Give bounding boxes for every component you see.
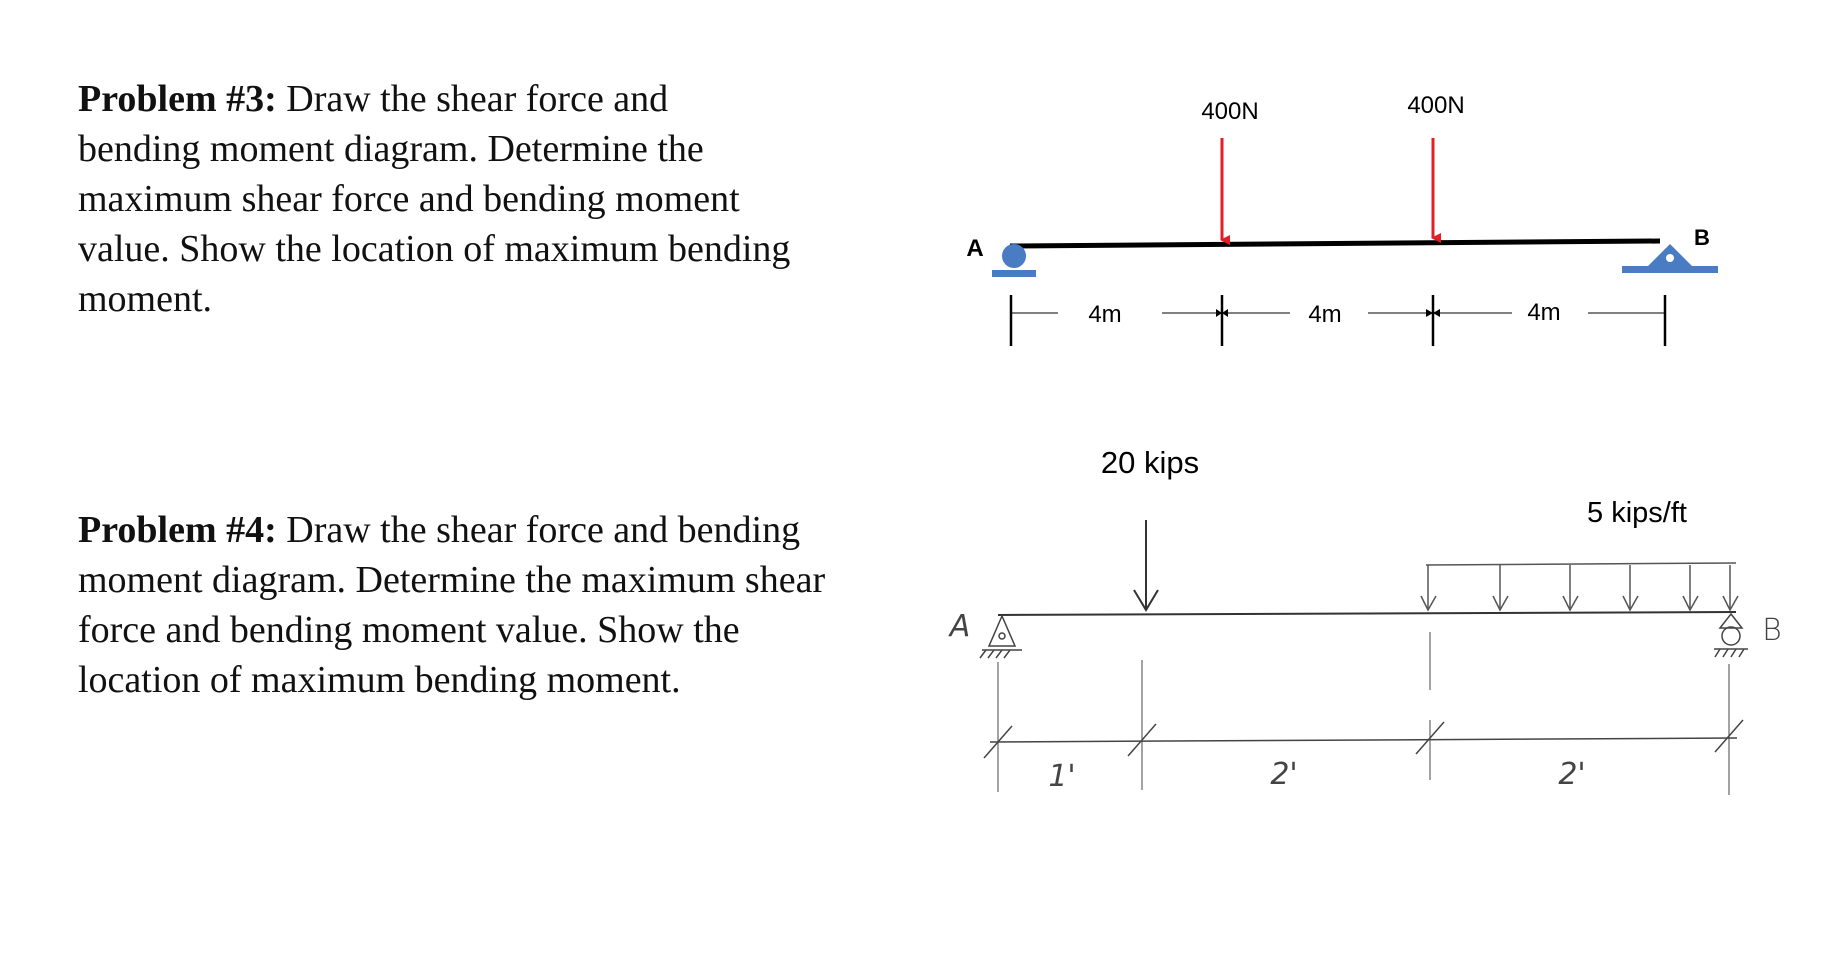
beam-3-diagram — [966, 92, 1718, 346]
problem-3-line-4: value. Show the location of maximum bending — [78, 228, 791, 270]
beam-4-beam — [998, 612, 1736, 615]
support-a-label: A — [966, 235, 984, 262]
problem-3-line-5: moment. — [78, 278, 213, 320]
load-2-label: 400N — [1407, 92, 1465, 119]
beam-4-extension-lines — [998, 632, 1729, 795]
dimension-3-label: 4m — [1527, 299, 1561, 326]
support-a-label: A — [949, 609, 971, 644]
problem-4-heading: Problem #4: — [78, 509, 277, 551]
problem-4-line-1: Draw the shear force and bending — [286, 509, 801, 551]
dimension-2-label: 2' — [1270, 757, 1298, 792]
problem-3-line-1: Draw the shear force and — [286, 78, 669, 120]
roller-support-a-icon — [992, 244, 1036, 277]
pin-support-a-icon — [980, 616, 1022, 658]
dimension-1-label: 1' — [1048, 759, 1076, 794]
problem-3-line-2: bending moment diagram. Determine the — [78, 128, 704, 170]
load-1-label: 400N — [1201, 98, 1259, 125]
distributed-load-arrows-icon — [1421, 563, 1738, 610]
beam-4-dimension-line — [990, 738, 1737, 742]
roller-support-b-icon — [1714, 614, 1748, 657]
beam-3-beam — [1010, 241, 1660, 246]
dimension-1-label: 4m — [1088, 301, 1122, 328]
support-b-label: B — [1762, 613, 1782, 648]
problem-3-heading: Problem #3: — [78, 78, 277, 120]
dimension-2-label: 4m — [1308, 301, 1342, 328]
dimension-3-label: 2' — [1558, 757, 1586, 792]
distributed-load-label: 5 kips/ft — [1587, 497, 1687, 529]
problem-4-line-3: force and bending moment value. Show the — [78, 609, 740, 651]
point-load-arrow-icon — [1134, 520, 1158, 610]
problem-4-line-2: moment diagram. Determine the maximum shear — [78, 559, 826, 601]
beam-4-diagram — [948, 445, 1782, 795]
problem-4-line-4: location of maximum bending moment. — [78, 659, 681, 701]
point-load-label: 20 kips — [1100, 445, 1200, 480]
problem-3-line-3: maximum shear force and bending moment — [78, 178, 740, 220]
support-b-label: B — [1694, 225, 1710, 250]
